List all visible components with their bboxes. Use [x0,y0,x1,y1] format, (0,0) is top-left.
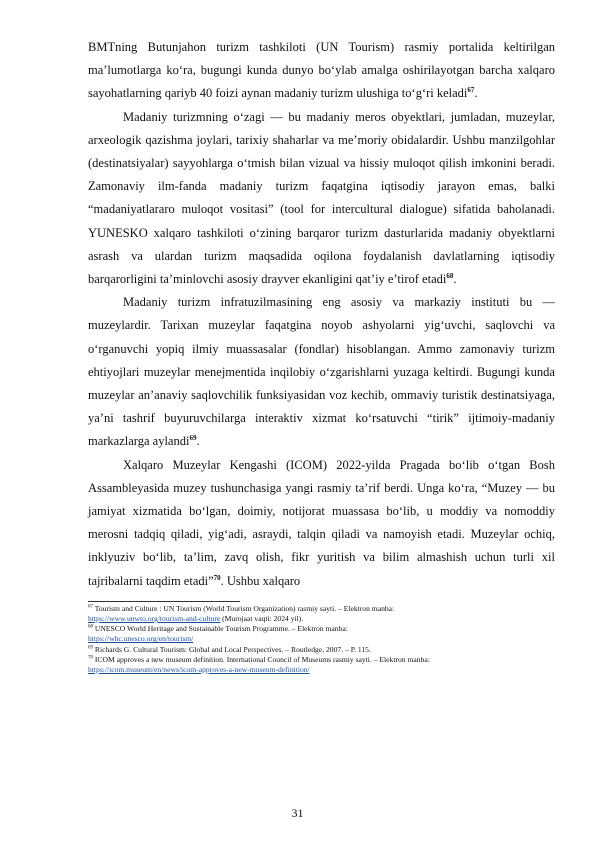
paragraph-4 [88,454,555,593]
footnote-ref-69[interactable]: 69 [189,434,197,443]
paragraph-text: BMTning Butunjahon turizm tashkiloti (UN Tourism) rasmiy portalida keltirilgan ma’lumotlarga ko‘ra, bugungi kunda dunyo bo‘ylab amalga oshirilayotgan barcha xalqaro sayohatlarning qariyb 40 foizi aynan madaniy turizm ulushiga to‘g‘ri keladi [88,40,555,101]
footnote-number: 69 [88,645,93,651]
footnote-link[interactable]: https://www.unwto.org/tourism-and-culture [88,614,221,624]
paragraph-2 [88,106,555,292]
footnotes [88,604,555,675]
paragraph-text: Xalqaro Muzeylar Kengashi (ICOM) 2022-yilda Pragada bo‘lib o‘tgan Bosh Assambleyasida muzey tushunchasiga yangi rasmiy ta’rif berdi. Unga ko‘ra, “Muzey — bu jamiyat xizmatida bo‘lgan, doimiy, notijorat muassasa bo‘lib, u moddiy va nomoddiy merosni tadqiq qiladi, yig‘adi, asraydi, talqin qiladi va namoyish etadi. Muzeylar ochiq, inklyuziv bo‘lib, ta’lim, zavq olish, fikr yuritish va bilim almashish uchun turli xil tajribalarni taqdim etadi” [88,457,555,588]
footnote-68 [88,624,555,644]
paragraph-tail: . Ushbu xalqaro [220,573,301,588]
footnote-text: UNESCO World Heritage and Sustainable Tourism Programme. – Elektron manba: [94,624,348,634]
footnote-number: 70 [88,655,93,661]
footnote-text: Richards G. Cultural Tourism: Global and Local Perspectives. – Routledge, 2007. – P. 115. [94,644,371,654]
paragraph-tail: . [453,272,457,287]
footnote-ref-67[interactable]: 67 [467,86,475,95]
footnote-link[interactable]: https://icom.museum/en/news/icom-approves-a-new-museum-definition/ [88,665,310,675]
footnote-tail: (Murojaat vaqti: 2024 yil). [220,614,304,624]
paragraph-3 [88,291,555,453]
footnote-link[interactable]: https://whc.unesco.org/en/tourism/ [88,634,194,644]
paragraph-text: Madaniy turizmning o‘zagi — bu madaniy meros obyektlari, jumladan, muzeylar, arxeologik qazishma joylari, tarixiy shaharlar va me’moriy obidalardir. Ushbu manzilgohlar (destinatsiyalar) sayyohlarga o‘tmish bilan vizual va hissiy muloqot qilish imkonini beradi. Zamonaviy ilm-fanda madaniy turizm faqatgina iqtisodiy jarayon emas, balki “madaniyatlararo muloqot vositasi” (tool for intercultural dialogue) sifatida baholanadi. YUNESKO xalqaro tashkiloti o‘zining barqaror turizm dasturlarida madaniy obyektlarni asrash va ulardan turizm maqsadida oqilona foydalanish davlatlarning iqtisodiy barqarorligini ta’minlovchi asosiy drayver ekanligini qat’iy e’tirof etadi [88,109,555,287]
paragraph-1 [88,36,555,106]
paragraph-tail: . [474,86,478,101]
footnote-separator [88,601,240,602]
footnote-67 [88,604,555,624]
footnote-ref-70[interactable]: 70 [213,573,221,582]
paragraph-tail: . [196,434,200,449]
footnote-text: ICOM approves a new museum definition. International Council of Museums rasmiy sayti. – Elektron manba: [94,654,430,664]
footnote-70 [88,655,555,675]
page-body [88,36,555,675]
footnote-ref-68[interactable]: 68 [446,271,454,280]
footnote-69 [88,645,555,655]
footnote-text: Tourism and Culture : UN Tourism (World Tourism Organization) rasmiy sayti. – Elektron manba: [94,603,395,613]
footnote-number: 67 [88,604,93,610]
footnote-number: 68 [88,624,93,630]
page-number: 31 [291,806,304,820]
paragraph-text: Madaniy turizm infratuzilmasining eng asosiy va markaziy instituti bu — muzeylardir. Tarixan muzeylar faqatgina noyob ashyolarni yig‘uvchi, saqlovchi va o‘rganuvchi yopiq ilmiy muassasalar (fondlar) hisoblangan. Ammo zamonaviy turizm ehtiyojlari muzeylar menejmentida inqilobiy o‘zgarishlarni yuzaga keltirdi. Bugungi kunda muzeylar an’anaviy saqlovchilik funksiyasidan voz kechib, ommaviy turistik destinatsiyaga, ya’ni tashrif buyuruvchilarga interaktiv xizmat ko‘rsatuvchi “tirik” ijtimoiy-madaniy markazlarga aylandi [88,295,555,449]
